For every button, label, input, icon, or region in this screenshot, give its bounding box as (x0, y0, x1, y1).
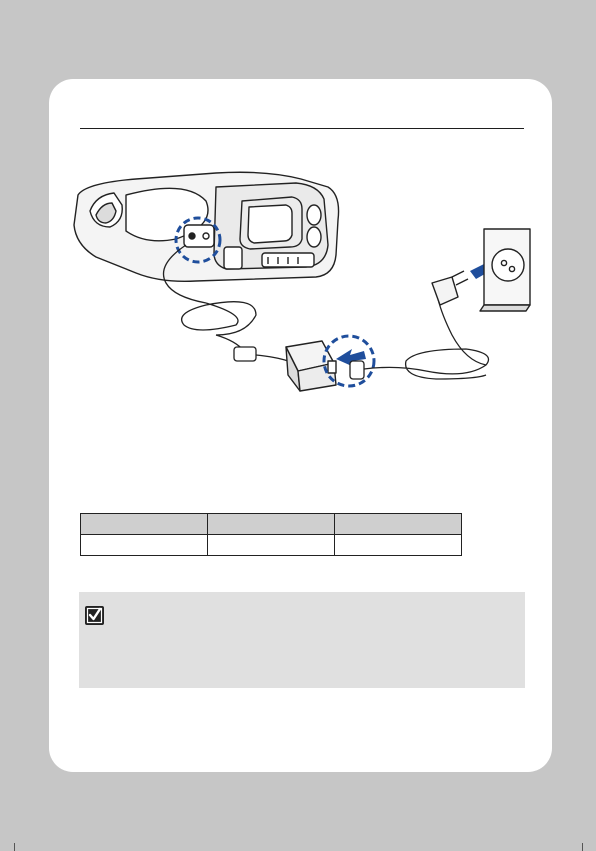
table-cell (81, 535, 208, 556)
header-rule (80, 128, 524, 129)
outlet-icon (480, 229, 530, 311)
charging-connection-diagram (66, 165, 536, 405)
table-cell (208, 535, 335, 556)
table-header-cell (208, 514, 335, 535)
printer-icon (74, 172, 339, 281)
table-cell (335, 535, 462, 556)
plug-icon (432, 271, 468, 305)
spec-table (80, 513, 462, 556)
checkmark-icon (85, 606, 104, 625)
table-header-row (81, 514, 462, 535)
note-box (79, 592, 525, 688)
crop-mark (14, 843, 15, 851)
crop-mark (582, 843, 583, 851)
table-header-cell (81, 514, 208, 535)
ac-power-cord (350, 299, 489, 379)
table-header-cell (335, 514, 462, 535)
table-row (81, 535, 462, 556)
